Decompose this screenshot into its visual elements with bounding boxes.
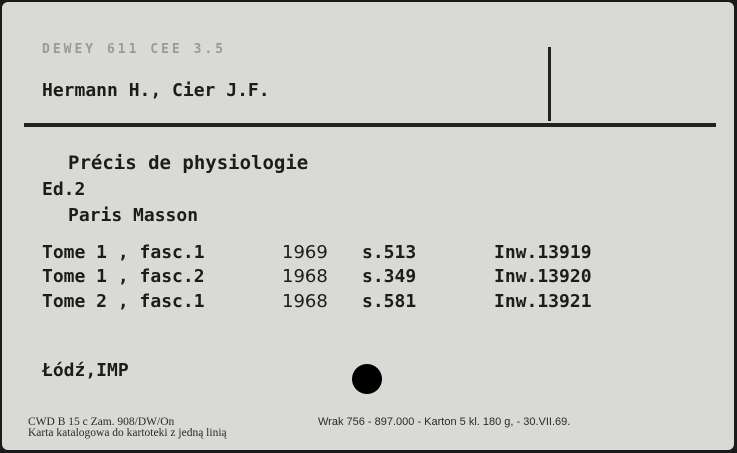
volume-pages: s.581 [362, 291, 417, 312]
place-publisher: Paris Masson [68, 205, 199, 226]
volume-label: Tome 2 , fasc.1 [42, 291, 205, 312]
inventory-number: Inw.13919 [494, 242, 592, 263]
volume-pages: s.349 [362, 266, 417, 287]
horizontal-rule [24, 123, 716, 127]
footer-card-type: Karta katalogowa do kartoteki z jedną linią [28, 427, 227, 439]
inventory-number: Inw.13920 [494, 266, 592, 287]
location-code: Łódź,IMP [42, 360, 129, 381]
inventory-number: Inw.13921 [494, 291, 592, 312]
catalog-card [2, 2, 734, 450]
footer-print-details: Wrak 756 - 897.000 - Karton 5 kl. 180 g, - 30.VII.69. [318, 416, 571, 428]
volume-pages: s.513 [362, 242, 417, 263]
volume-year: 1969 [282, 242, 328, 263]
edition: Ed.2 [42, 179, 86, 200]
punch-hole [352, 364, 382, 394]
volume-label: Tome 1 , fasc.1 [42, 242, 205, 263]
faded-header-text: DEWEY 611 CEE 3.5 [42, 42, 227, 57]
authors: Hermann H., Cier J.F. [42, 80, 270, 101]
volume-year: 1968 [282, 266, 328, 287]
vertical-rule [548, 47, 551, 121]
book-title: Précis de physiologie [68, 152, 309, 174]
footer-print-code: CWD B 15 c Zam. 908/DW/On [28, 416, 175, 428]
volume-label: Tome 1 , fasc.2 [42, 266, 205, 287]
volume-year: 1968 [282, 291, 328, 312]
